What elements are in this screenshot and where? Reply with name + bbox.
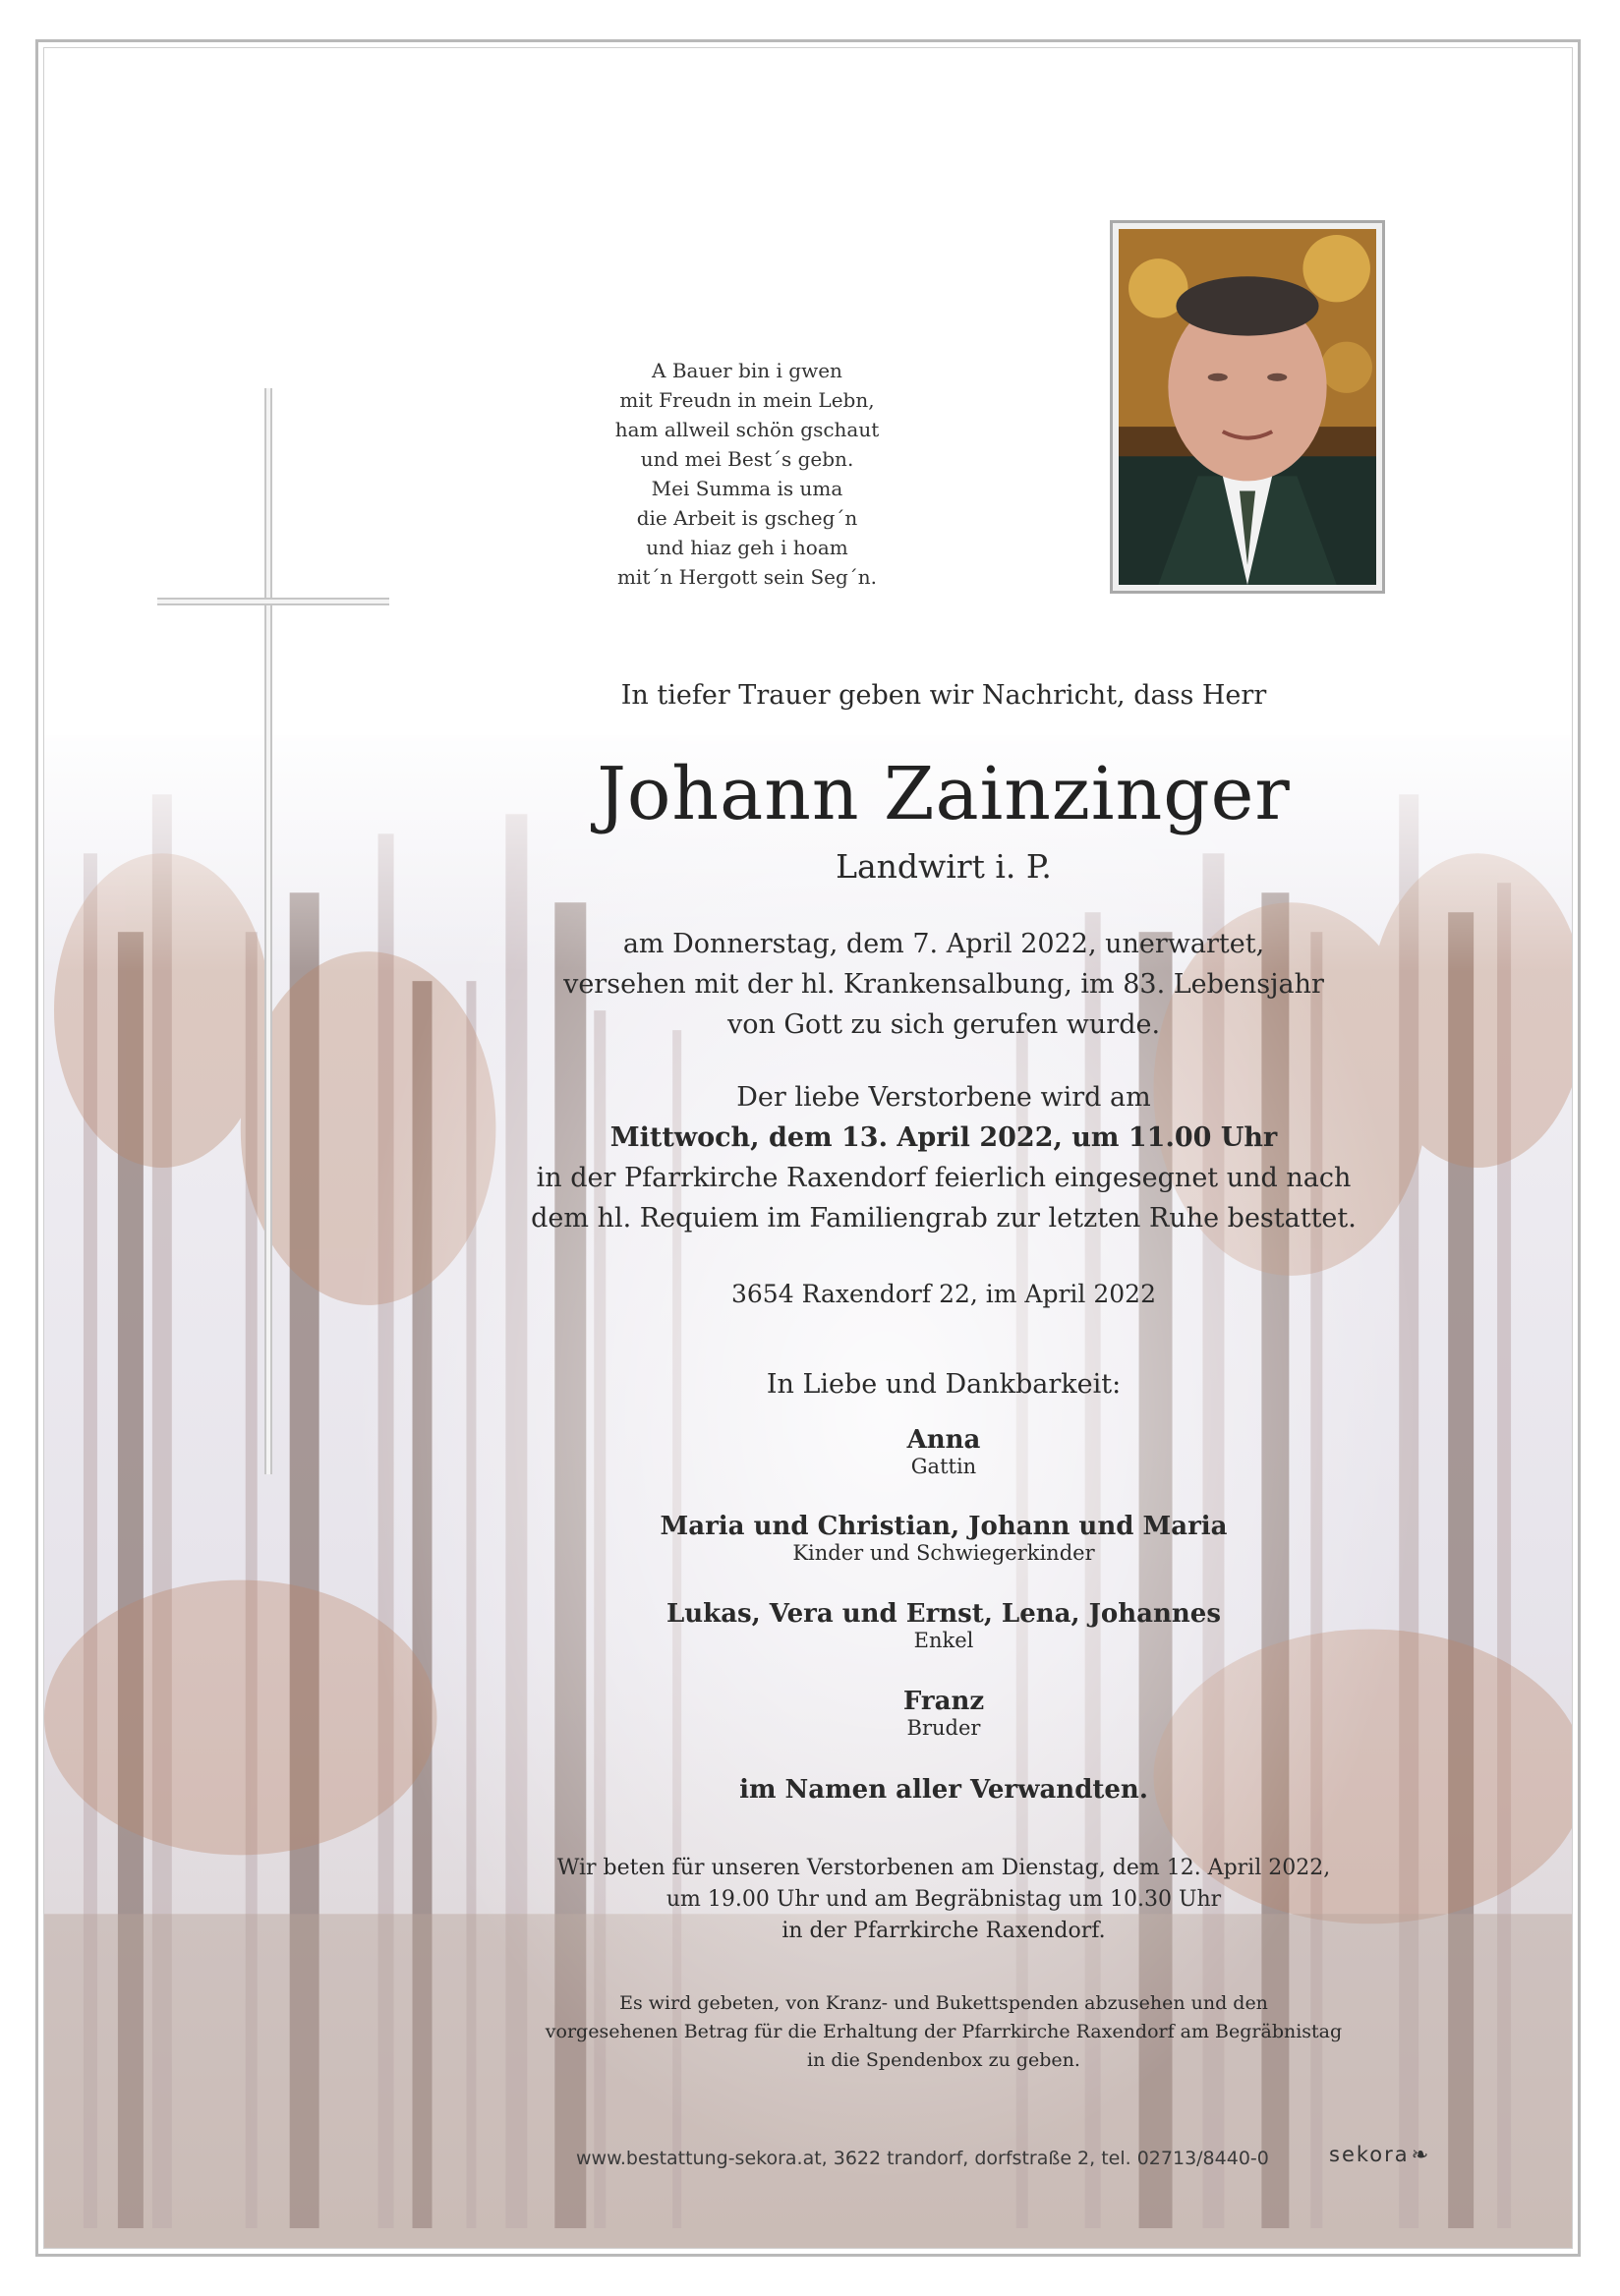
sekora-logo — [1329, 2143, 1430, 2166]
death-announcement — [531, 924, 1357, 1045]
cross-horizontal-bar — [157, 598, 389, 605]
donation-line: Es wird gebeten, von Kranz- und Bukettspenden abzusehen und den — [619, 1992, 1268, 2014]
donation-line: vorgesehenen Betrag für die Erhaltung der Pfarrkirche Raxendorf am Begräbnistag — [545, 2021, 1343, 2042]
death-line: versehen mit der hl. Krankensalbung, im 83. Lebensjahr — [563, 969, 1324, 1000]
poem-line: Mei Summa is uma — [651, 477, 843, 500]
portrait-photo — [1110, 220, 1385, 594]
poem-line: mit Freudn in mein Lebn, — [619, 388, 875, 412]
intro-text: In tiefer Trauer geben wir Nachricht, dass Herr — [620, 680, 1267, 711]
poem — [590, 356, 904, 592]
footer-contact: www.bestattung-sekora.at, 3622 trandorf, dorfstraße 2, tel. 02713/8440-0 — [576, 2148, 1269, 2169]
mourner-entry — [531, 1512, 1357, 1565]
mourner-name: Anna — [906, 1425, 981, 1455]
prayer-line: Wir beten für unseren Verstorbenen am Dienstag, dem 12. April 2022, — [556, 1856, 1331, 1880]
death-line: am Donnerstag, dem 7. April 2022, unerwartet, — [622, 929, 1265, 959]
mourner-role: Gattin — [910, 1455, 977, 1478]
funeral-line: in der Pfarrkirche Raxendorf feierlich eingesegnet und nach — [536, 1163, 1352, 1193]
prayer-line: in der Pfarrkirche Raxendorf. — [781, 1919, 1106, 1943]
funeral-line: Der liebe Verstorbene wird am — [736, 1082, 1151, 1113]
mourner-entry — [531, 1599, 1357, 1652]
donation-notice — [531, 1989, 1357, 2075]
poem-line: mit´n Hergott sein Seg´n. — [616, 565, 878, 589]
place-and-date: 3654 Raxendorf 22, im April 2022 — [731, 1280, 1156, 1308]
donation-line: in die Spendenbox zu geben. — [807, 2049, 1080, 2071]
mourner-name: Maria und Christian, Johann und Maria — [660, 1512, 1228, 1541]
mourner-name: Lukas, Vera und Ernst, Lena, Johannes — [666, 1599, 1221, 1629]
mourner-role: Enkel — [913, 1629, 974, 1652]
funeral-details — [531, 1077, 1357, 1238]
deceased-name: Johann Zainzinger — [597, 752, 1291, 836]
poem-line: die Arbeit is gscheg´n — [636, 506, 858, 530]
mourner-role: Kinder und Schwiegerkinder — [792, 1541, 1095, 1565]
mourners-intro: In Liebe und Dankbarkeit: — [766, 1369, 1122, 1400]
poem-line: ham allweil schön gschaut — [614, 418, 880, 441]
mourner-entry — [531, 1425, 1357, 1478]
prayer-notice — [531, 1853, 1357, 1947]
leaf-icon: ❧ — [1411, 2143, 1431, 2166]
portrait-image — [1119, 229, 1376, 585]
prayer-line: um 19.00 Uhr und am Begräbnistag um 10.30 Uhr — [665, 1887, 1222, 1912]
poem-line: A Bauer bin i gwen — [652, 359, 842, 382]
closing-line: im Namen aller Verwandten. — [739, 1775, 1148, 1805]
mourner-name: Franz — [902, 1687, 985, 1716]
mourner-role: Bruder — [906, 1716, 981, 1740]
poem-line: und mei Best´s gebn. — [640, 447, 854, 471]
logo-text: sekora — [1329, 2143, 1410, 2166]
funeral-line: dem hl. Requiem im Familiengrab zur letzten Ruhe bestattet. — [531, 1203, 1357, 1234]
deceased-occupation: Landwirt i. P. — [836, 847, 1052, 886]
death-line: von Gott zu sich gerufen wurde. — [726, 1009, 1161, 1040]
funeral-date: Mittwoch, dem 13. April 2022, um 11.00 Uhr — [609, 1122, 1278, 1153]
poem-line: und hiaz geh i hoam — [646, 536, 848, 559]
mourner-entry — [531, 1687, 1357, 1740]
cross-vertical-bar — [264, 388, 272, 1474]
